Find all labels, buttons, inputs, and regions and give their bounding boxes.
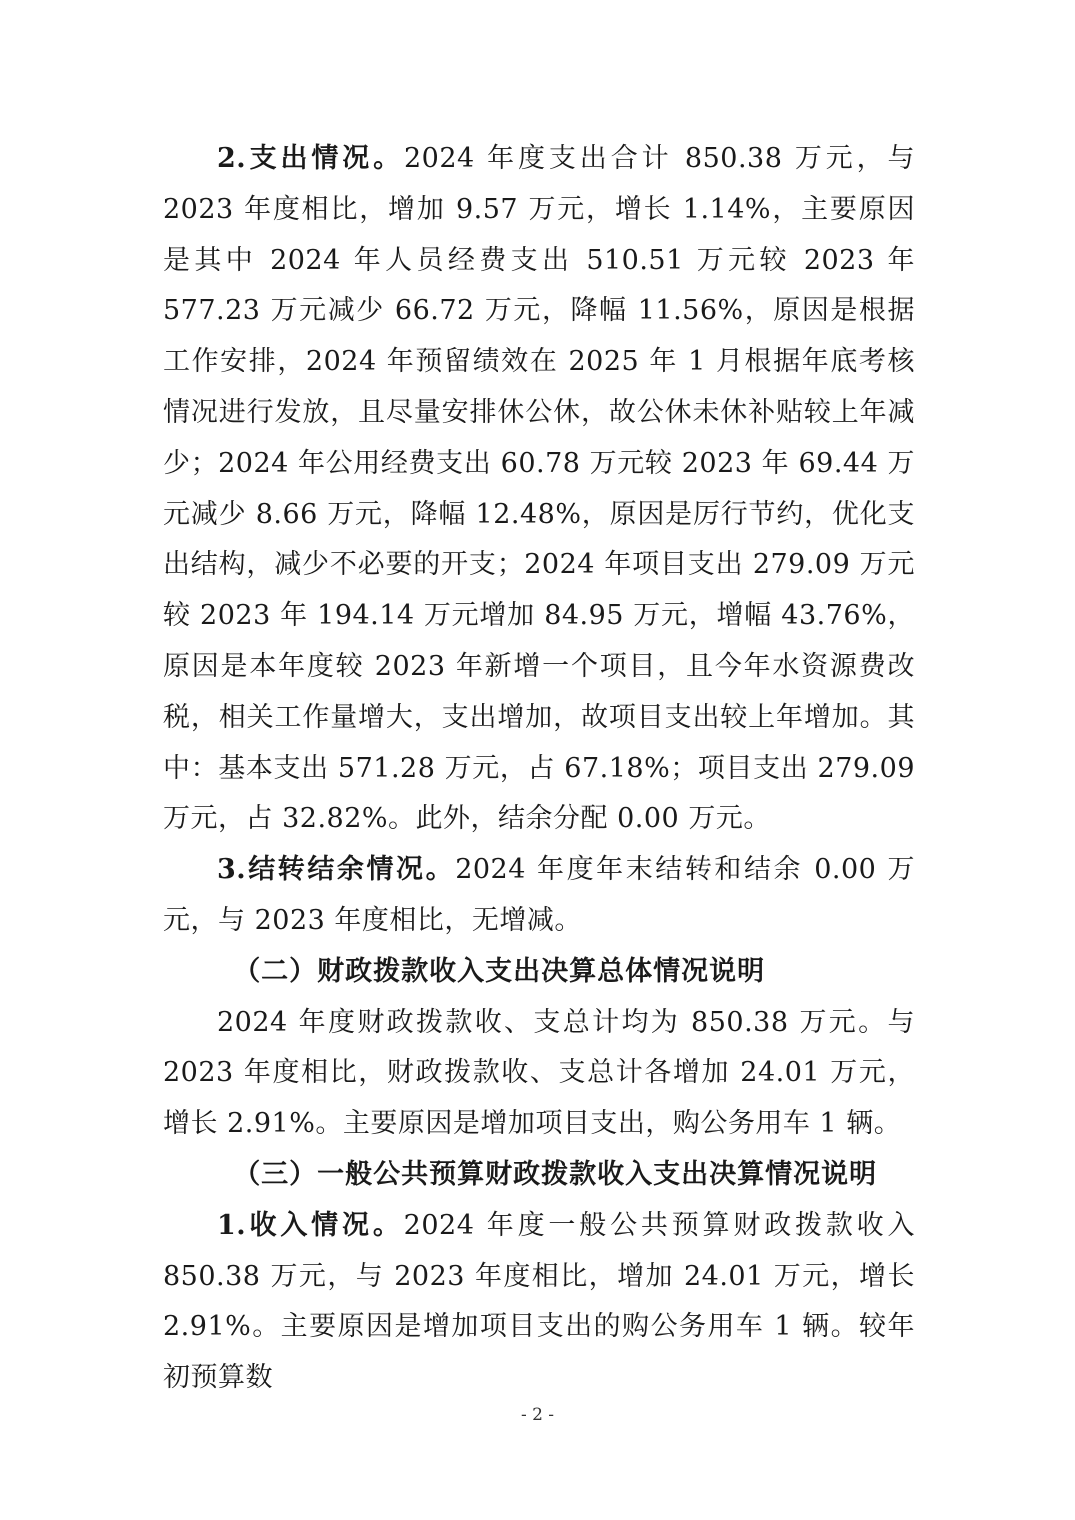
page-number: - 2 - xyxy=(520,1405,555,1425)
section-two-heading: （二）财政拨款收入支出决算总体情况说明 xyxy=(233,955,766,987)
expenditure-paragraph xyxy=(163,134,915,845)
expenditure-text: 2024 年度支出合计 850.38 万元，与 2023 年度相比，增加 9.57 万元，增长 1.14%，主要原因是其中 2024 年人员经费支出 510.51 万元较 2023 年 577.23 万元减少 66.72 万元，降幅 11.56%，原因是根据工作安排，2024 年预留绩效在 2025 年 1 月根据年底考核情况进行发放，且尽量安排休公休，故公休未休补贴较上年减少；2024 年公用经费支出 60.78 万元较 2023 年 69.44 万元减少 8.66 万元，降幅 12.48%，原因是厉行节约，优化支出结构，减少不必要的开支；2024 年项目支出 279.09 万元较 2023 年 194.14 万元增加 84.95 万元，增幅 43.76%，原因是本年度较 2023 年新增一个项目，且今年水资源费改税，相关工作量增大，支出增加，故项目支出较上年增加。其中：基本支出 571.28 万元，占 67.18%；项目支出 279.09 万元，占 32.82%。此外，结余分配 0.00 万元。 xyxy=(163,143,916,835)
section-two-paragraph: 2024 年度财政拨款收、支总计均为 850.38 万元。与 2023 年度相比，财政拨款收、支总计各增加 24.01 万元，增长 2.91%。主要原因是增加项目支出，购公务用车 1 辆。 xyxy=(163,1006,915,1140)
section-three-heading: （三）一般公共预算财政拨款收入支出决算情况说明 xyxy=(233,1158,878,1190)
income-text: 2024 年度一般公共预算财政拨款收入 850.38 万元，与 2023 年度相比，增加 24.01 万元，增长 2.91%。主要原因是增加项目支出的购公务用车 1 辆。较年初预算数 xyxy=(163,1209,916,1394)
carryover-text: 2024 年度年末结转和结余 0.00 万元，与 2023 年度相比，无增减。 xyxy=(163,854,916,936)
income-lead: 1.收入情况。 xyxy=(217,1209,404,1241)
carryover-paragraph xyxy=(163,845,915,947)
document-body xyxy=(163,134,915,1404)
expenditure-lead: 2.支出情况。 xyxy=(217,143,404,174)
carryover-lead: 3.结转结余情况。 xyxy=(217,854,456,886)
income-paragraph xyxy=(163,1201,915,1404)
